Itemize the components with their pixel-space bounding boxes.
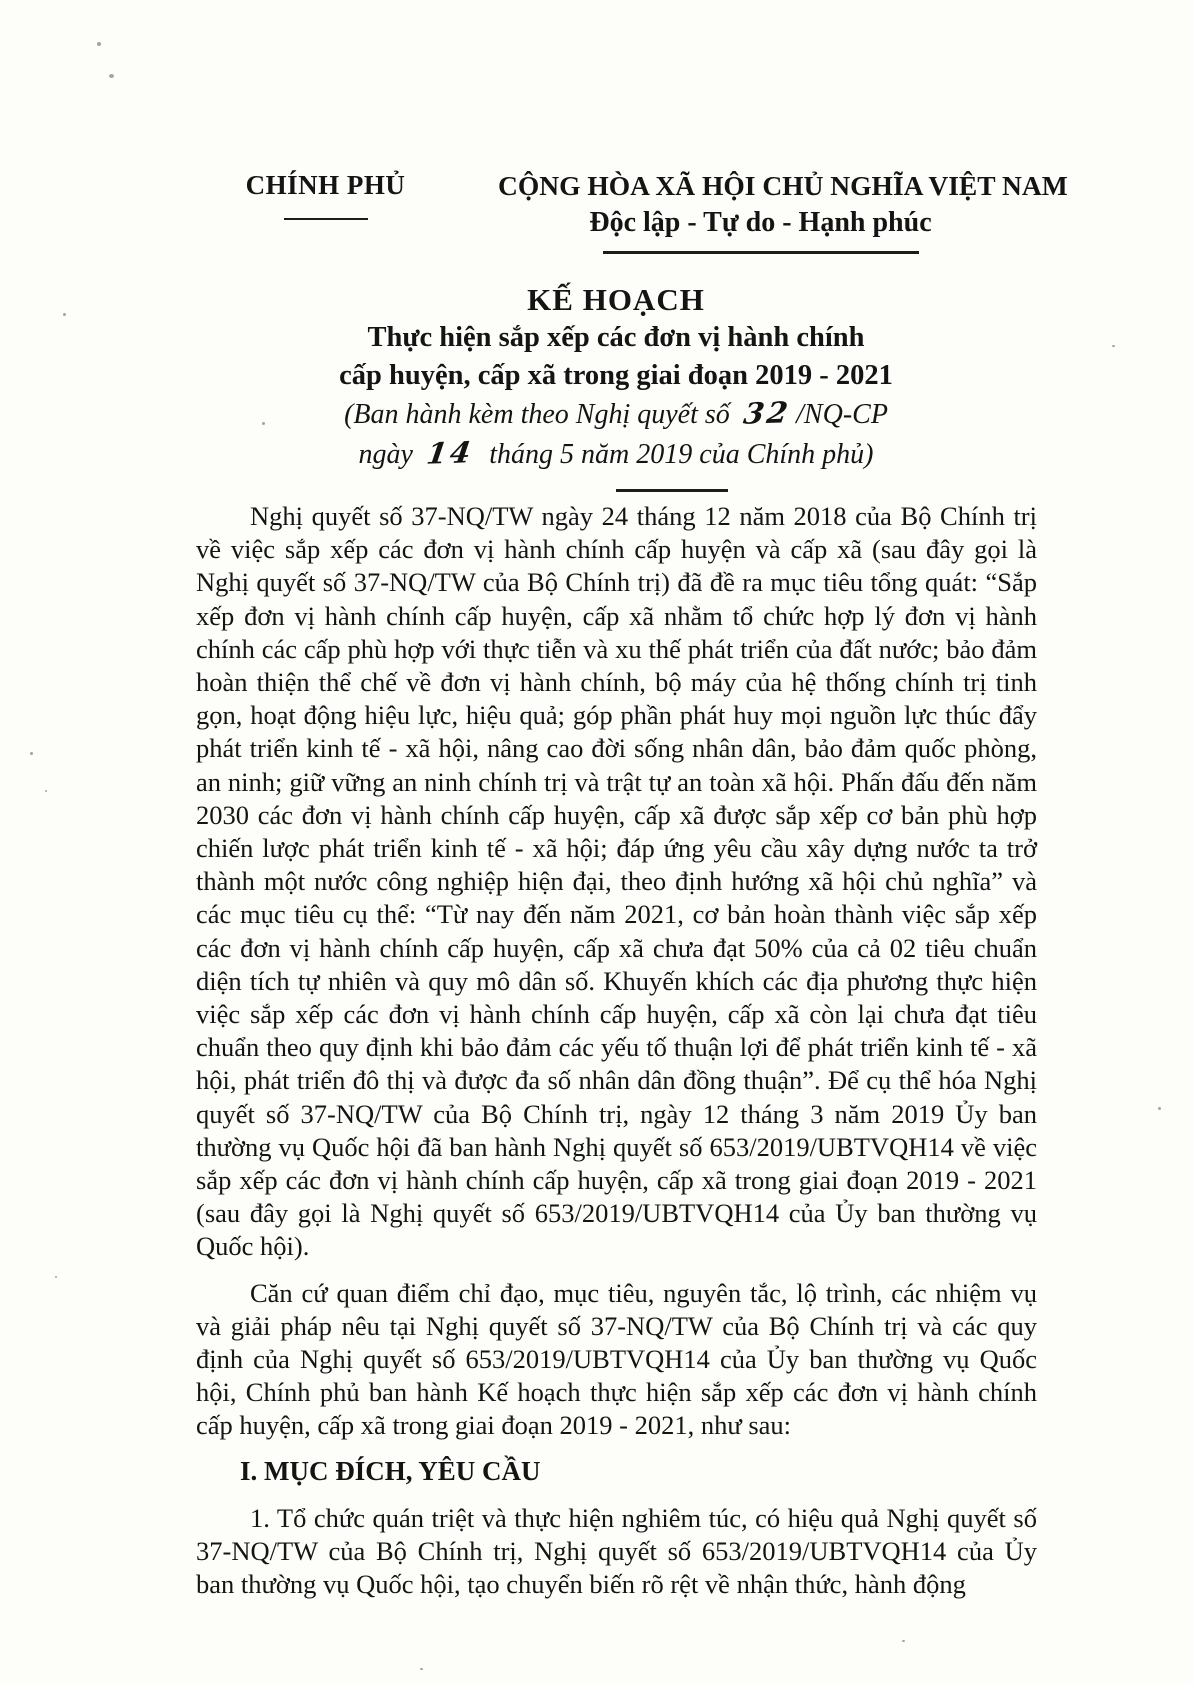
issuance-line1-prefix: (Ban hành kèm theo Nghị quyết số: [344, 399, 730, 430]
issuing-authority-block: [238, 170, 413, 220]
issuance-note-line1: [196, 394, 1036, 434]
scan-speckle: [55, 1276, 57, 1278]
paragraph-item-1: 1. Tổ chức quán triệt và thực hiện nghiêm túc, có hiệu quả Nghị quyết số 37-NQ/TW của Bộ Chính trị, Nghị quyết số 653/2019/UBTVQH14 của Ủy ban thường vụ Quốc hội, tạo chuyển biến rõ rệt về nhận thức, hành động: [196, 1502, 1037, 1600]
handwritten-resolution-number: 32: [741, 395, 793, 431]
scan-speckle: [63, 313, 66, 316]
scan-speckle: [30, 752, 33, 755]
national-motto: Độc lập - Tự do - Hạnh phúc: [589, 207, 932, 238]
issuance-note-line2: [196, 434, 1036, 474]
document-subtitle-line2: cấp huyện, cấp xã trong giai đoạn 2019 - 2021: [339, 360, 893, 391]
motto-underline: [603, 251, 919, 254]
paragraph-resolution-intro: Nghị quyết số 37-NQ/TW ngày 24 tháng 12 năm 2018 của Bộ Chính trị về việc sắp xếp các đơn vị hành chính cấp huyện và cấp xã (sau đây gọi là Nghị quyết số 37-NQ/TW của Bộ Chính trị) đã đề ra mục tiêu tổng quát: “Sắp xếp đơn vị hành chính cấp huyện, cấp xã nhằm tổ chức hợp lý đơn vị hành chính các cấp phù hợp với thực tiễn và xu thế phát triển của đất nước; bảo đảm hoàn thiện thể chế về đơn vị hành chính, bộ máy của hệ thống chính trị tinh gọn, hoạt động hiệu lực, hiệu quả; góp phần phát huy mọi nguồn lực thúc đẩy phát triển kinh tế - xã hội, nâng cao đời sống nhân dân, bảo đảm quốc phòng, an ninh; giữ vững an ninh chính trị và trật tự an toàn xã hội. Phấn đấu đến năm 2030 các đơn vị hành chính cấp huyện, cấp xã được sắp xếp cơ bản phù hợp chiến lược phát triển kinh tế - xã hội; đáp ứng yêu cầu xây dựng nước ta trở thành một nước công nghiệp hiện đại, theo định hướng xã hội chủ nghĩa” và các mục tiêu cụ thể: “Từ nay đến năm 2021, cơ bản hoàn thành việc sắp xếp các đơn vị hành chính cấp huyện, cấp xã chưa đạt 50% của cả 02 tiêu chuẩn diện tích tự nhiên và quy mô dân số. Khuyến khích các địa phương thực hiện việc sắp xếp các đơn vị hành chính cấp huyện, cấp xã còn lại chưa đạt tiêu chuẩn theo quy định khi bảo đảm các yếu tố thuận lợi để phát triển kinh tế - xã hội, phát triển đô thị và được đa số nhân dân đồng thuận”. Để cụ thể hóa Nghị quyết số 37-NQ/TW của Bộ Chính trị, ngày 12 tháng 3 năm 2019 Ủy ban thường vụ Quốc hội đã ban hành Nghị quyết số 653/2019/UBTVQH14 về việc sắp xếp các đơn vị hành chính cấp huyện, cấp xã trong giai đoạn 2019 - 2021 (sau đây gọi là Nghị quyết số 653/2019/UBTVQH14 của Ủy ban thường vụ Quốc hội).: [196, 501, 1037, 1262]
scan-speckle: [902, 1640, 905, 1642]
national-title: CỘNG HÒA XÃ HỘI CHỦ NGHĨA VIỆT NAM: [498, 170, 1068, 201]
issuer-underline: [284, 218, 368, 220]
scan-speckle: [97, 42, 101, 46]
scan-speckle: [109, 74, 114, 78]
scan-speckle: [420, 1668, 423, 1670]
issuing-authority: CHÍNH PHỦ: [245, 170, 406, 200]
document-subtitle-line1: Thực hiện sắp xếp các đơn vị hành chính: [367, 322, 865, 353]
section-heading-purpose-requirements: I. MỤC ĐÍCH, YÊU CẦU: [240, 1455, 541, 1486]
national-header-block: [498, 170, 1068, 254]
document-title-block: [196, 282, 1036, 492]
scan-speckle: [262, 422, 265, 425]
scan-speckle: [1158, 1107, 1161, 1110]
scan-speckle: [45, 790, 47, 792]
document-body: [196, 500, 1037, 1614]
paragraph-legal-basis: Căn cứ quan điểm chỉ đạo, mục tiêu, nguyên tắc, lộ trình, các nhiệm vụ và giải pháp nêu tại Nghị quyết số 37-NQ/TW của Bộ Chính trị và các quy định của Nghị quyết số 653/2019/UBTVQH14 của Ủy ban thường vụ Quốc hội, Chính phủ ban hành Kế hoạch thực hiện sắp xếp các đơn vị hành chính cấp huyện, cấp xã trong giai đoạn 2019 - 2021, như sau:: [196, 1277, 1037, 1441]
issuance-line2-prefix: ngày: [358, 439, 413, 470]
handwritten-issuance-day: 14: [424, 435, 476, 471]
issuance-line2-suffix: tháng 5 năm 2019 của Chính phủ): [489, 439, 874, 470]
document-title: KẾ HOẠCH: [527, 282, 705, 317]
title-underline: [616, 489, 728, 492]
issuance-line1-suffix: /NQ-CP: [796, 399, 888, 430]
scan-speckle: [1112, 345, 1115, 347]
